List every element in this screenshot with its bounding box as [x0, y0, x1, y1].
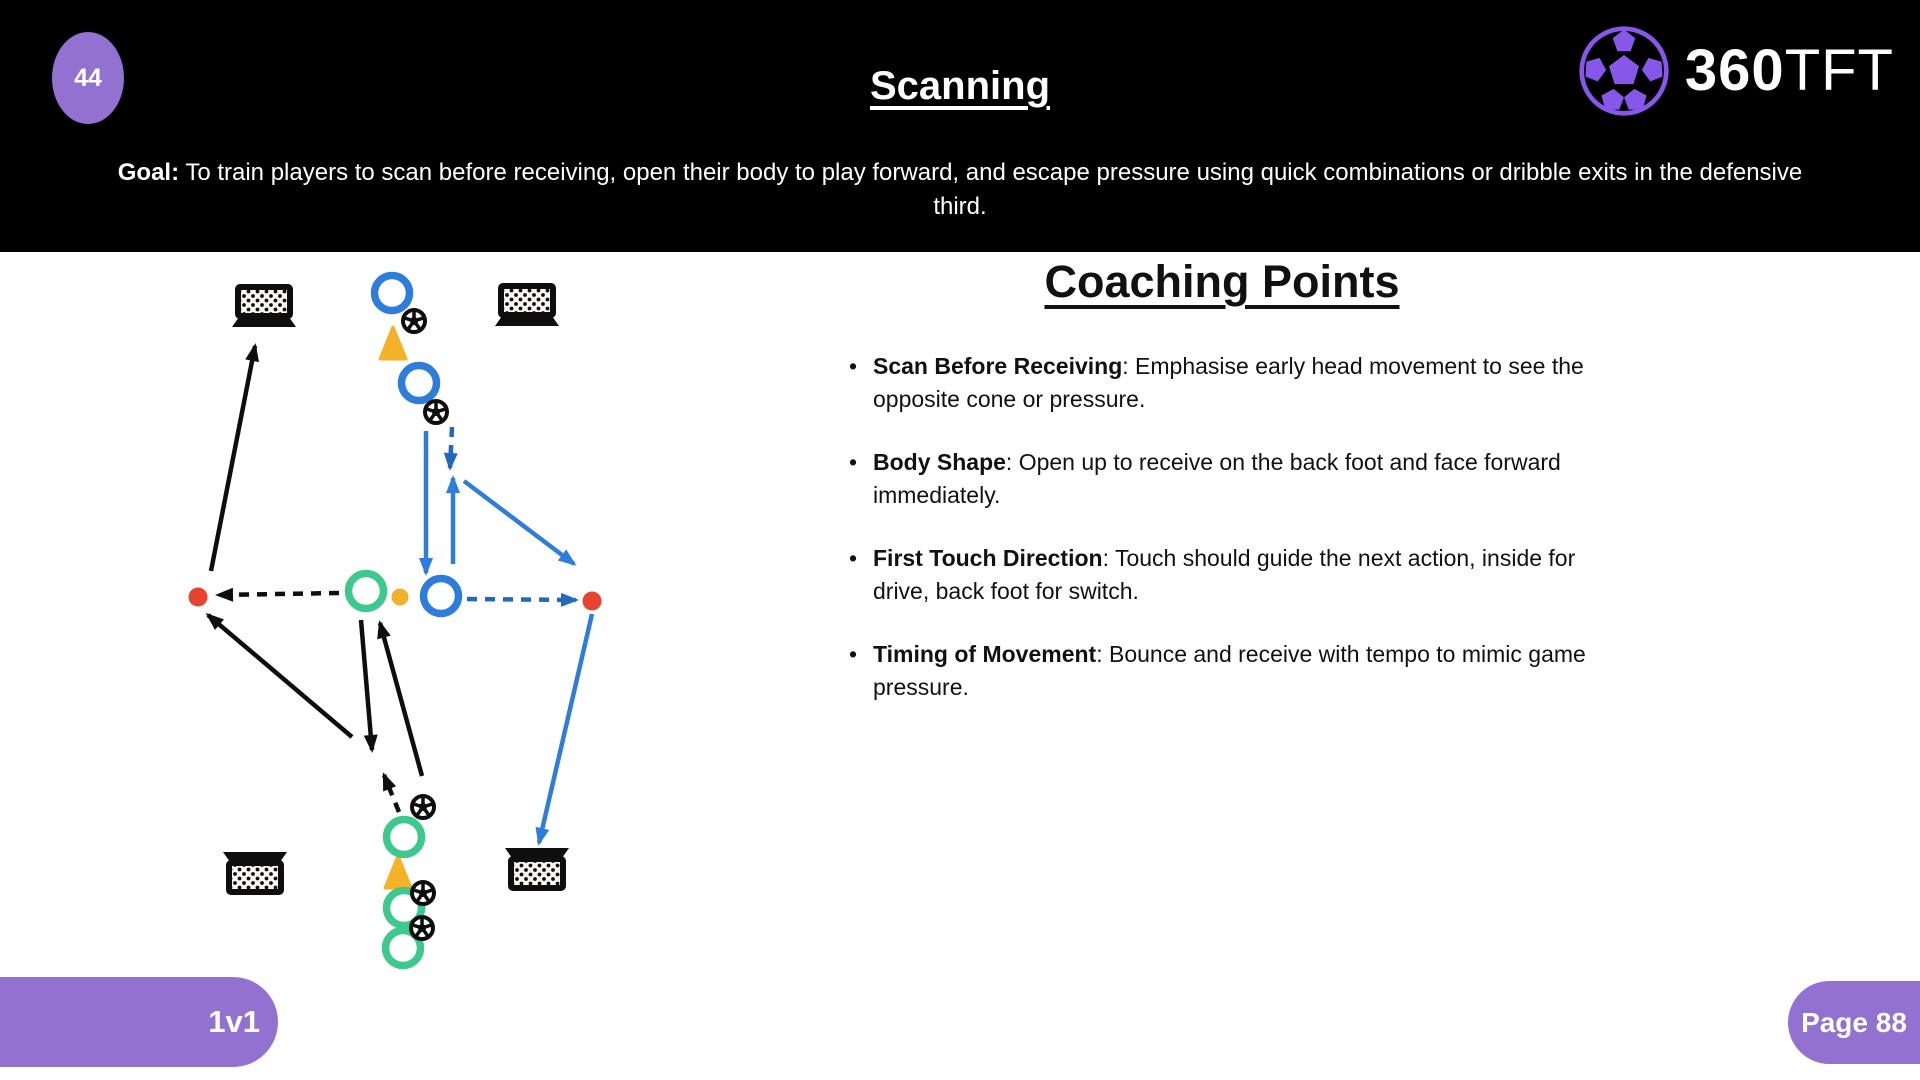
goal-text: To train players to scan before receiving, open their body to play forward, and escape pressure using quick combinations or dribble exits in the defensive third. [185, 159, 1803, 220]
coaching-points-heading: Coaching Points [1044, 256, 1400, 307]
coaching-point-text: : Bounce and receive with tempo to mimic game pressure. [873, 641, 1586, 700]
drill-diagram [150, 255, 650, 980]
cone-icon [385, 856, 411, 888]
ball-movement-arrow [539, 614, 592, 843]
coaching-points-panel [848, 256, 1596, 734]
session-number: 44 [74, 63, 102, 92]
player-run-arrow [208, 615, 352, 737]
ball-movement-arrow [467, 599, 576, 600]
soccer-ball-icon [411, 917, 433, 939]
player-run-arrow [218, 593, 339, 595]
cone-icon [380, 327, 406, 359]
goal-statement [90, 156, 1830, 224]
coaching-point-label: Timing of Movement [873, 641, 1097, 667]
player-marker-blue [375, 276, 410, 311]
red-marker-dot [189, 588, 208, 607]
brand-text-tft: TFT [1784, 38, 1894, 103]
player-run-arrow [384, 775, 399, 812]
mini-goal-icon [232, 287, 296, 327]
player-run-arrow [361, 620, 372, 750]
red-marker-dot [583, 592, 602, 611]
soccer-ball-icon [412, 882, 434, 904]
ball-movement-arrow [450, 427, 452, 468]
soccer-ball-icon [403, 310, 425, 332]
header [0, 0, 1920, 252]
player-run-arrow [211, 346, 255, 571]
mini-goal-icon [223, 852, 287, 892]
soccer-ball-icon [412, 796, 434, 818]
yellow-marker-dot [392, 589, 409, 606]
soccer-ball-logo-icon [1577, 24, 1671, 118]
mini-goal-icon [505, 848, 569, 888]
coaching-point [848, 638, 1596, 704]
brand-logo [1577, 24, 1894, 118]
brand-text [1685, 24, 1894, 118]
coaching-point-label: Body Shape [873, 449, 1006, 475]
player-marker-green [349, 574, 384, 609]
page-number-label: Page 88 [1801, 1006, 1907, 1038]
coaching-point [848, 446, 1596, 512]
drill-type-pill [0, 977, 278, 1067]
coaching-point-text: : Emphasise early head movement to see the opposite cone or pressure. [873, 353, 1584, 412]
page-number-pill [1788, 981, 1920, 1064]
page-title: Scanning [869, 64, 1051, 108]
coaching-points-list [848, 350, 1596, 704]
coaching-point-label: First Touch Direction [873, 545, 1103, 571]
mini-goal-icon [495, 286, 559, 326]
coaching-point-label: Scan Before Receiving [873, 353, 1123, 379]
player-run-arrow [380, 623, 422, 776]
coaching-point-text: : Touch should guide the next action, inside for drive, back foot for switch. [873, 545, 1576, 604]
brand-text-360: 360 [1684, 38, 1785, 103]
ball-movement-arrow [464, 481, 574, 564]
player-marker-blue [402, 366, 437, 401]
drill-type-label: 1v1 [208, 1004, 260, 1039]
coaching-point [848, 542, 1596, 608]
goal-label: Goal: [117, 159, 180, 186]
coaching-point [848, 350, 1596, 416]
player-marker-blue [424, 579, 459, 614]
soccer-ball-icon [425, 401, 447, 423]
coaching-point-text: : Open up to receive on the back foot and face forward immediately. [873, 449, 1561, 508]
player-marker-green [387, 820, 422, 855]
